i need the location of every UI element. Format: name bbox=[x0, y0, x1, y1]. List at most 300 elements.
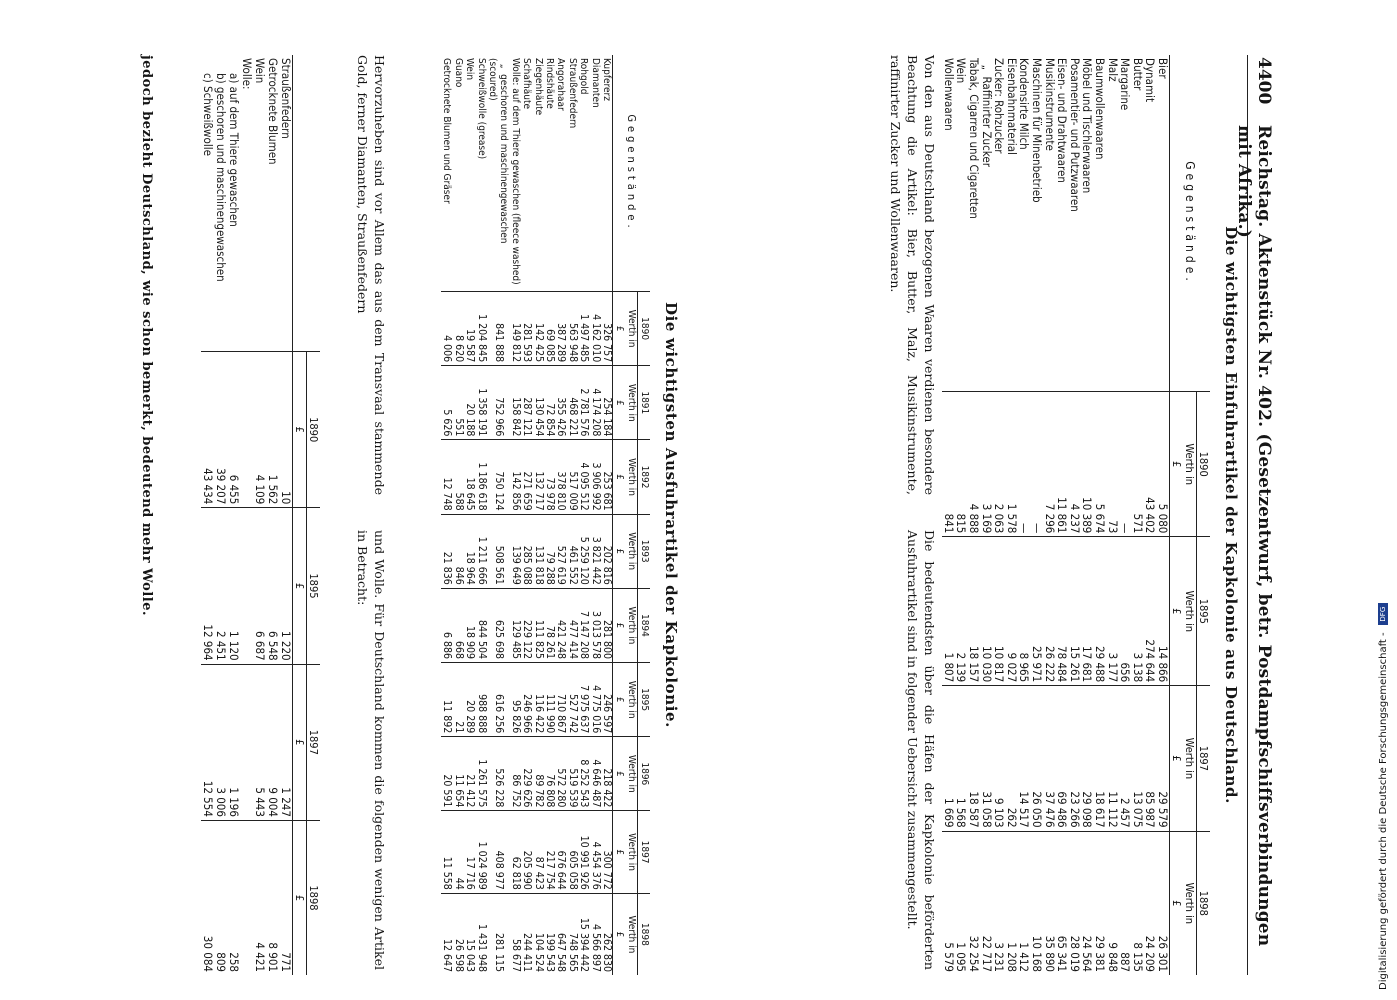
value-cell: 285 088 bbox=[521, 514, 532, 588]
import-unit-2: £ bbox=[1170, 686, 1184, 831]
import-unit-3: £ bbox=[1170, 831, 1184, 975]
value-cell: 258 bbox=[227, 820, 240, 975]
table-row bbox=[532, 55, 543, 975]
value-cell: 10 389 bbox=[1081, 392, 1094, 537]
value-cell: 69 486 bbox=[1056, 686, 1069, 831]
row-label: „ Raffinirter Zucker bbox=[979, 58, 994, 167]
value-cell: 4 237 bbox=[1068, 392, 1081, 537]
table-row bbox=[441, 55, 452, 975]
value-cell: 5 259 120 bbox=[578, 514, 589, 588]
row-label: c) Schweißwolle bbox=[201, 73, 215, 156]
value-cell: 22 717 bbox=[980, 831, 993, 975]
value-cell bbox=[240, 820, 253, 975]
value-cell: 5 579 bbox=[942, 831, 955, 975]
value-cell: 28 019 bbox=[1068, 831, 1081, 975]
value-cell: 18 587 bbox=[968, 686, 981, 831]
value-cell: 18 645 bbox=[464, 440, 475, 514]
value-cell: 1 431 948 bbox=[475, 893, 486, 975]
value-cell: 5 626 bbox=[441, 366, 452, 440]
row-label: Eisen- und Drahtwaaren bbox=[1055, 58, 1070, 183]
value-cell: 408 977 bbox=[487, 811, 510, 893]
export-unit-label: Werth in bbox=[625, 292, 638, 366]
closing-sentence: jedoch bezieht Deutschland, wie schon bemerkt, bedeutend mehr Wolle. bbox=[139, 55, 154, 617]
page-title: Reichstag. Aktenstück Nr. 402. (Gesetzentwurf, betr. Postdampfschiffsverbindungen mit Afrika.) bbox=[1234, 125, 1274, 947]
value-cell: 4 006 bbox=[441, 292, 452, 366]
paragraph-1 bbox=[868, 55, 938, 975]
value-cell: 26 222 bbox=[1043, 537, 1056, 686]
value-cell: 10 bbox=[279, 352, 293, 508]
table-row bbox=[1144, 55, 1157, 975]
value-cell: 132 717 bbox=[532, 440, 543, 514]
value-cell: — bbox=[1018, 392, 1031, 537]
value-cell: 69 085 bbox=[544, 292, 555, 366]
value-cell: 12 748 bbox=[441, 440, 452, 514]
value-cell: 43 434 bbox=[201, 352, 214, 508]
value-cell: 846 bbox=[452, 514, 463, 588]
value-cell: 23 266 bbox=[1068, 686, 1081, 831]
value-cell: 572 280 bbox=[555, 737, 566, 811]
value-cell: 3 906 992 bbox=[589, 440, 600, 514]
value-cell: 1 578 bbox=[1005, 392, 1018, 537]
value-cell: 281 115 bbox=[487, 893, 510, 975]
value-cell: 771 bbox=[279, 820, 293, 975]
value-cell: 20 591 bbox=[441, 737, 452, 811]
value-cell: 1 186 618 bbox=[475, 440, 486, 514]
import-unit-label-0: Werth in bbox=[1183, 392, 1197, 537]
value-cell bbox=[240, 508, 253, 664]
value-cell: 58 677 bbox=[509, 893, 520, 975]
import-year-0: 1890 bbox=[1197, 392, 1211, 537]
value-cell: 9 027 bbox=[1005, 537, 1018, 686]
table-row bbox=[266, 55, 279, 975]
value-cell: 111 825 bbox=[532, 588, 543, 662]
table-row bbox=[555, 55, 566, 975]
table-row bbox=[1068, 55, 1081, 975]
value-cell: 14 866 bbox=[1156, 537, 1169, 686]
value-cell: 35 890 bbox=[1043, 831, 1056, 975]
value-cell: 15 394 442 bbox=[578, 893, 589, 975]
value-cell: 1 204 845 bbox=[475, 292, 486, 366]
value-cell: 287 121 bbox=[521, 366, 532, 440]
value-cell: 3 169 bbox=[980, 392, 993, 537]
value-cell: 142 856 bbox=[509, 440, 520, 514]
value-cell: 271 659 bbox=[521, 440, 532, 514]
value-cell: 887 bbox=[1119, 831, 1132, 975]
value-cell: 229 122 bbox=[521, 588, 532, 662]
table-row bbox=[1093, 55, 1106, 975]
export-year: 1898 bbox=[638, 893, 651, 975]
export-unit: £ bbox=[613, 588, 626, 662]
value-cell: 10 168 bbox=[1030, 831, 1043, 975]
value-cell: 5 080 bbox=[1156, 392, 1169, 537]
value-cell: 4 566 897 bbox=[589, 893, 600, 975]
value-cell: 4 174 208 bbox=[589, 366, 600, 440]
table-row bbox=[993, 55, 1006, 975]
value-cell: 10 030 bbox=[980, 537, 993, 686]
value-cell: 4 162 010 bbox=[589, 292, 600, 366]
value-cell: 2 063 bbox=[993, 392, 1006, 537]
row-label: Wolle: auf dem Thiere gewaschen (fleece washed) bbox=[509, 58, 521, 285]
germany-year: 1890 bbox=[307, 352, 321, 508]
value-cell: 815 bbox=[955, 392, 968, 537]
import-col-header: Gegenstände. bbox=[1170, 55, 1211, 392]
value-cell: 2 139 bbox=[955, 537, 968, 686]
value-cell: 1 669 bbox=[942, 686, 955, 831]
value-cell: 24 564 bbox=[1081, 831, 1094, 975]
value-cell: 25 971 bbox=[1030, 537, 1043, 686]
paragraph-2 bbox=[348, 55, 388, 975]
value-cell: 326 757 bbox=[601, 292, 613, 366]
value-cell: 199 543 bbox=[544, 893, 555, 975]
row-label: Angorahaar bbox=[555, 58, 567, 111]
value-cell: 378 810 bbox=[555, 440, 566, 514]
value-cell: 508 561 bbox=[487, 514, 510, 588]
export-year: 1896 bbox=[638, 737, 651, 811]
value-cell: 29 381 bbox=[1093, 831, 1106, 975]
import-unit-label-1: Werth in bbox=[1183, 537, 1197, 686]
table-row bbox=[1005, 55, 1018, 975]
import-unit-0: £ bbox=[1170, 392, 1184, 537]
table-row bbox=[214, 55, 227, 975]
value-cell: 3 138 bbox=[1131, 537, 1144, 686]
value-cell: 1 807 bbox=[942, 537, 955, 686]
value-cell: 43 402 bbox=[1144, 392, 1157, 537]
value-cell: 246 597 bbox=[601, 663, 613, 737]
export-unit-label: Werth in bbox=[625, 440, 638, 514]
value-cell: 73 bbox=[1106, 392, 1119, 537]
value-cell: 841 888 bbox=[487, 292, 510, 366]
value-cell: 8 901 bbox=[266, 820, 279, 975]
row-label: Möbel und Tischlerwaaren bbox=[1080, 58, 1095, 194]
row-label: Getrocknete Blumen bbox=[266, 58, 280, 165]
value-cell: 39 207 bbox=[214, 352, 227, 508]
table-row bbox=[955, 55, 968, 975]
value-cell: 1 095 bbox=[955, 831, 968, 975]
value-cell: 563 948 bbox=[566, 292, 577, 366]
value-cell: 841 bbox=[942, 392, 955, 537]
row-label: Eisenbahnmaterial bbox=[1004, 58, 1019, 155]
export-year: 1892 bbox=[638, 440, 651, 514]
value-cell: 9 103 bbox=[993, 686, 1006, 831]
value-cell: 17 716 bbox=[464, 811, 475, 893]
row-label: Schweißwolle (grease) bbox=[475, 58, 487, 160]
row-label: Maschinen für Minenbetrieb bbox=[1030, 58, 1045, 203]
value-cell: 1 196 bbox=[227, 664, 240, 820]
value-cell: 78 484 bbox=[1056, 537, 1069, 686]
value-cell: 1 024 989 bbox=[475, 811, 486, 893]
table-row bbox=[968, 55, 981, 975]
page-header bbox=[1234, 55, 1278, 975]
dfg-logo-icon: DFG bbox=[1378, 603, 1388, 625]
value-cell: 4 775 016 bbox=[589, 663, 600, 737]
value-cell: 274 644 bbox=[1144, 537, 1157, 686]
export-year: 1894 bbox=[638, 588, 651, 662]
value-cell: 355 426 bbox=[555, 366, 566, 440]
row-label: Wein bbox=[464, 58, 476, 81]
value-cell: 750 124 bbox=[487, 440, 510, 514]
value-cell: 158 842 bbox=[509, 366, 520, 440]
value-cell: 2 781 576 bbox=[578, 366, 589, 440]
value-cell: 254 184 bbox=[601, 366, 613, 440]
row-label: „ geschoren und maschinengewaschen (scoured) bbox=[486, 58, 510, 247]
value-cell: 3 177 bbox=[1106, 537, 1119, 686]
export-unit-label: Werth in bbox=[625, 737, 638, 811]
value-cell: 20 188 bbox=[464, 366, 475, 440]
germany-year: 1897 bbox=[307, 664, 321, 820]
export-unit: £ bbox=[613, 737, 626, 811]
value-cell: 605 058 bbox=[566, 811, 577, 893]
value-cell: 526 228 bbox=[487, 737, 510, 811]
row-label: Kondensirte Milch bbox=[1017, 58, 1032, 150]
value-cell: 676 644 bbox=[555, 811, 566, 893]
value-cell: 85 987 bbox=[1144, 686, 1157, 831]
value-cell: 26 301 bbox=[1156, 831, 1169, 975]
export-unit-label: Werth in bbox=[625, 366, 638, 440]
value-cell: 300 772 bbox=[601, 811, 613, 893]
value-cell: 29 579 bbox=[1156, 686, 1169, 831]
value-cell: 6 687 bbox=[253, 508, 266, 664]
row-label: Bier bbox=[1156, 58, 1170, 79]
germany-export-table-body bbox=[201, 55, 293, 975]
value-cell: 6 548 bbox=[266, 508, 279, 664]
value-cell: 18 964 bbox=[464, 514, 475, 588]
value-cell: 8 620 bbox=[452, 292, 463, 366]
value-cell: 18 617 bbox=[1093, 686, 1106, 831]
value-cell: 1 497 485 bbox=[578, 292, 589, 366]
value-cell: 262 830 bbox=[601, 893, 613, 975]
row-label: Schafhäute bbox=[521, 58, 533, 110]
table-row bbox=[942, 55, 955, 975]
value-cell: 5 443 bbox=[253, 664, 266, 820]
value-cell: 12 964 bbox=[201, 508, 214, 664]
value-cell: 229 626 bbox=[521, 737, 532, 811]
value-cell: 1 247 bbox=[279, 664, 293, 820]
value-cell: 1 412 bbox=[1018, 831, 1031, 975]
value-cell: 131 818 bbox=[532, 514, 543, 588]
value-cell: 3 821 442 bbox=[589, 514, 600, 588]
table-row bbox=[487, 55, 510, 975]
value-cell: 65 341 bbox=[1056, 831, 1069, 975]
value-cell: 8 965 bbox=[1018, 537, 1031, 686]
row-label: Margarine bbox=[1118, 58, 1133, 111]
row-label: a) auf dem Thiere gewaschen bbox=[227, 73, 241, 227]
value-cell: 24 209 bbox=[1144, 831, 1157, 975]
value-cell: 19 587 bbox=[464, 292, 475, 366]
value-cell: 4 888 bbox=[968, 392, 981, 537]
table-row bbox=[201, 55, 214, 975]
table-row bbox=[544, 55, 555, 975]
table-row bbox=[464, 55, 475, 975]
value-cell: 12 554 bbox=[201, 664, 214, 820]
row-label: Straußenfedern bbox=[566, 58, 578, 129]
value-cell: 647 548 bbox=[555, 893, 566, 975]
value-cell: 29 098 bbox=[1081, 686, 1094, 831]
value-cell: 3 231 bbox=[993, 831, 1006, 975]
value-cell: 571 bbox=[1131, 392, 1144, 537]
value-cell: 281 800 bbox=[601, 588, 613, 662]
value-cell: 517 009 bbox=[566, 440, 577, 514]
germany-col-header-blank bbox=[293, 55, 321, 352]
row-label: Guano bbox=[452, 58, 464, 88]
paragraph-1-left: Von den aus Deutschland bezogenen Waaren verdienen besondere Beachtung die Artikel: Bier, Butter, Malz, Musikinstrumente, raffinirter Zucker und Wollenwaaren. bbox=[888, 55, 937, 495]
export-year: 1893 bbox=[638, 514, 651, 588]
table-row bbox=[578, 55, 589, 975]
value-cell: 9 004 bbox=[266, 664, 279, 820]
value-cell: 748 565 bbox=[566, 893, 577, 975]
import-year-3: 1898 bbox=[1197, 831, 1211, 975]
value-cell: 149 812 bbox=[509, 292, 520, 366]
import-unit-label-3: Werth in bbox=[1183, 831, 1197, 975]
value-cell: 1 562 bbox=[266, 352, 279, 508]
germany-unit: £ bbox=[293, 820, 307, 975]
value-cell: 205 990 bbox=[521, 811, 532, 893]
value-cell: 21 412 bbox=[464, 737, 475, 811]
value-cell: 616 256 bbox=[487, 663, 510, 737]
value-cell: 10 991 926 bbox=[578, 811, 589, 893]
export-unit: £ bbox=[613, 663, 626, 737]
paragraph-1-right: Die bedeutendsten über die Häfen der Kapkolonie beförderten Ausfuhrartikel sind in folgender Uebersicht zusammengestellt. bbox=[905, 530, 937, 970]
table-row bbox=[253, 55, 266, 975]
value-cell: 3 013 578 bbox=[589, 588, 600, 662]
row-label: Wollenwaaren bbox=[941, 58, 956, 131]
export-unit: £ bbox=[613, 292, 626, 366]
germany-export-table bbox=[201, 55, 320, 975]
value-cell: 253 681 bbox=[601, 440, 613, 514]
export-unit: £ bbox=[613, 514, 626, 588]
value-cell: 30 084 bbox=[201, 820, 214, 975]
value-cell: 17 681 bbox=[1081, 537, 1094, 686]
page-number: 4400 bbox=[1254, 57, 1274, 105]
value-cell: 76 808 bbox=[544, 737, 555, 811]
row-label: b) geschoren und maschinengewaschen bbox=[214, 73, 228, 282]
table-row bbox=[589, 55, 600, 975]
table-row bbox=[279, 55, 293, 975]
value-cell: 32 254 bbox=[968, 831, 981, 975]
export-col-header: Gegenstände. bbox=[613, 55, 651, 292]
value-cell: 809 bbox=[214, 820, 227, 975]
row-label: Wolle: bbox=[240, 58, 254, 90]
value-cell: 7 147 208 bbox=[578, 588, 589, 662]
import-unit-label-2: Werth in bbox=[1183, 686, 1197, 831]
value-cell: 139 649 bbox=[509, 514, 520, 588]
value-cell: 15 261 bbox=[1068, 537, 1081, 686]
row-label: Rindshäute bbox=[543, 58, 555, 109]
value-cell: 104 524 bbox=[532, 893, 543, 975]
value-cell: — bbox=[1030, 392, 1043, 537]
row-label: Malz bbox=[1105, 58, 1120, 82]
value-cell: 86 752 bbox=[509, 737, 520, 811]
value-cell: 244 411 bbox=[521, 893, 532, 975]
value-cell: 78 261 bbox=[544, 588, 555, 662]
row-label: Baumwollenwaaren bbox=[1093, 58, 1108, 160]
row-label: Kupfererz bbox=[601, 58, 612, 101]
row-label: Wein bbox=[253, 58, 267, 84]
value-cell: 217 754 bbox=[544, 811, 555, 893]
germany-year: 1898 bbox=[307, 820, 321, 975]
import-unit-1: £ bbox=[1170, 537, 1184, 686]
value-cell: 1 261 575 bbox=[475, 737, 486, 811]
value-cell: 142 425 bbox=[532, 292, 543, 366]
value-cell: 4 646 487 bbox=[589, 737, 600, 811]
export-unit-label: Werth in bbox=[625, 514, 638, 588]
value-cell: 116 422 bbox=[532, 663, 543, 737]
paragraph-2-right: und Wolle. Für Deutschland kommen die folgenden wenigen Artikel in Betracht: bbox=[355, 530, 387, 970]
value-cell: 21 836 bbox=[441, 514, 452, 588]
export-table bbox=[441, 55, 650, 975]
value-cell: 6 455 bbox=[227, 352, 240, 508]
value-cell: 668 bbox=[452, 588, 463, 662]
value-cell: 4 421 bbox=[253, 820, 266, 975]
value-cell: 4 109 bbox=[253, 352, 266, 508]
value-cell: 89 782 bbox=[532, 737, 543, 811]
value-cell: 13 075 bbox=[1131, 686, 1144, 831]
value-cell: 37 476 bbox=[1043, 686, 1056, 831]
value-cell: 6 886 bbox=[441, 588, 452, 662]
value-cell: 87 423 bbox=[532, 811, 543, 893]
value-cell: 12 647 bbox=[441, 893, 452, 975]
digitization-note bbox=[1378, 603, 1389, 990]
value-cell: 95 826 bbox=[509, 663, 520, 737]
value-cell: 11 892 bbox=[441, 663, 452, 737]
value-cell: 1 120 bbox=[227, 508, 240, 664]
table-row bbox=[1056, 55, 1069, 975]
table-row bbox=[1043, 55, 1056, 975]
value-cell: 202 816 bbox=[601, 514, 613, 588]
value-cell: 10 817 bbox=[993, 537, 1006, 686]
row-label: Straußenfedern bbox=[279, 58, 293, 139]
value-cell: 31 058 bbox=[980, 686, 993, 831]
value-cell: 710 867 bbox=[555, 663, 566, 737]
value-cell: 1 358 191 bbox=[475, 366, 486, 440]
export-table-title: Die wichtigsten Ausfuhrartikel der Kapkolonie. bbox=[662, 301, 680, 728]
value-cell: 1 220 bbox=[279, 508, 293, 664]
table-row bbox=[1119, 55, 1132, 975]
table-row bbox=[980, 55, 993, 975]
value-cell: 18 909 bbox=[464, 588, 475, 662]
value-cell: 2 451 bbox=[214, 508, 227, 664]
value-cell: 3 006 bbox=[214, 664, 227, 820]
value-cell: 4 454 376 bbox=[589, 811, 600, 893]
table-row bbox=[601, 55, 613, 975]
value-cell: 14 517 bbox=[1018, 686, 1031, 831]
value-cell: 468 221 bbox=[566, 366, 577, 440]
table-row bbox=[1030, 55, 1043, 975]
value-cell: 26 598 bbox=[452, 893, 463, 975]
export-year: 1890 bbox=[638, 292, 651, 366]
export-year: 1897 bbox=[638, 811, 651, 893]
value-cell: 246 966 bbox=[521, 663, 532, 737]
value-cell: 527 619 bbox=[555, 514, 566, 588]
table-row bbox=[1106, 55, 1119, 975]
value-cell: 527 742 bbox=[566, 663, 577, 737]
germany-unit: £ bbox=[293, 352, 307, 508]
value-cell: 130 454 bbox=[532, 366, 543, 440]
value-cell: 5 674 bbox=[1093, 392, 1106, 537]
value-cell: 477 414 bbox=[566, 588, 577, 662]
export-table-body bbox=[441, 55, 613, 975]
import-year-1: 1895 bbox=[1197, 537, 1211, 686]
table-row bbox=[475, 55, 486, 975]
table-row bbox=[452, 55, 463, 975]
value-cell: 21 bbox=[452, 663, 463, 737]
value-cell: 7 975 637 bbox=[578, 663, 589, 737]
rotated-page bbox=[98, 55, 1278, 975]
germany-unit: £ bbox=[293, 508, 307, 664]
row-label: Dynamit bbox=[1143, 58, 1158, 102]
value-cell: 461 552 bbox=[566, 514, 577, 588]
export-unit-label: Werth in bbox=[625, 663, 638, 737]
table-row bbox=[1131, 55, 1144, 975]
